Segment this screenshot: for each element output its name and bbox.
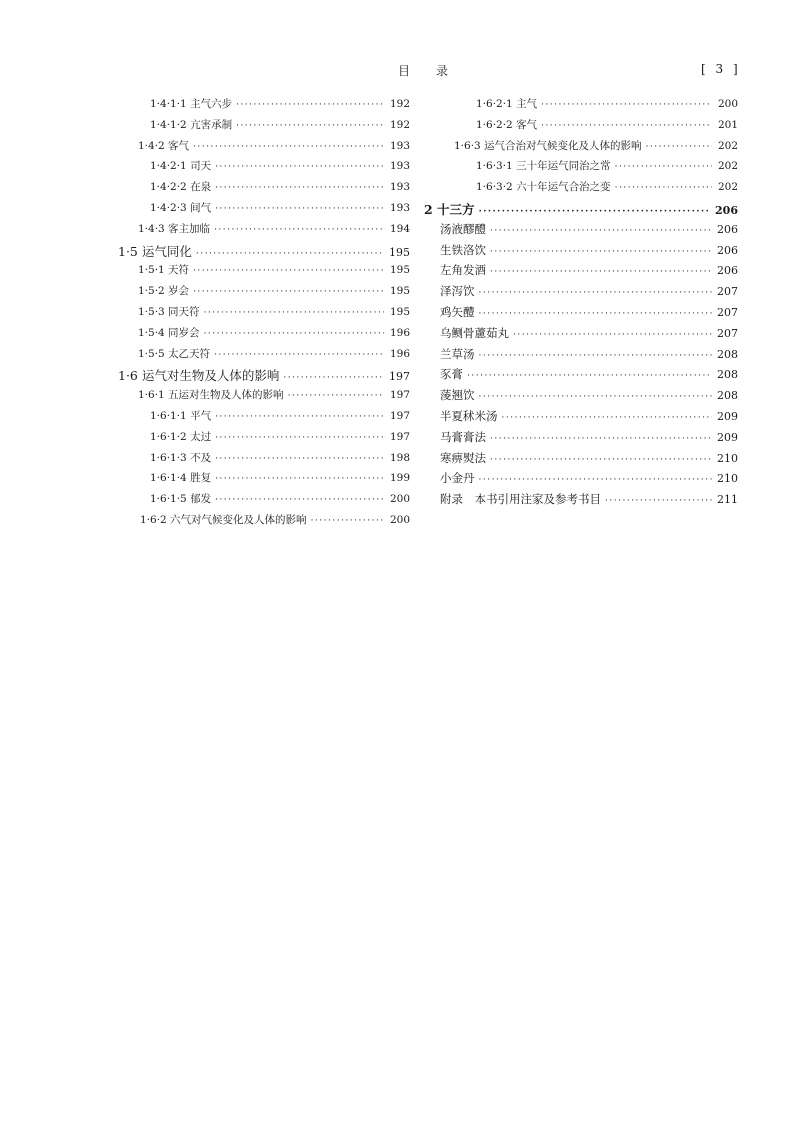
toc-entry[interactable]: 2 十三方 ····· 206 xyxy=(424,200,738,221)
toc-entry[interactable]: 1·6·1·3 不及 ····· 198 xyxy=(118,450,410,471)
toc-entry[interactable]: 左角发酒 ····· 206 xyxy=(424,262,738,283)
toc-entry[interactable]: 1·6·1·2 太过 ····· 197 xyxy=(118,429,410,450)
leader-dots xyxy=(479,309,713,319)
leader-dots xyxy=(193,142,384,152)
leader-dots xyxy=(541,121,712,131)
toc-entry[interactable]: 1·4·3 客主加临 ····· 194 xyxy=(118,221,410,242)
toc-entry[interactable]: 1·6 运气对生物及人体的影响 ····· 197 xyxy=(118,366,410,387)
leader-dots xyxy=(615,162,712,172)
leader-dots xyxy=(215,433,384,443)
toc-entry[interactable]: 泽泻饮 ····· 207 xyxy=(424,283,738,304)
toc-entry[interactable]: 小金丹 ····· 210 xyxy=(424,470,738,491)
leader-dots xyxy=(479,351,713,361)
leader-dots xyxy=(490,226,712,236)
leader-dots xyxy=(215,495,384,505)
leader-dots xyxy=(541,100,712,110)
toc-entry[interactable]: 1·6·1·5 郁发 ····· 200 xyxy=(118,491,410,512)
toc-entry[interactable]: 汤液醪醴 ····· 206 xyxy=(424,221,738,242)
toc-entry[interactable]: 1·6·1 五运对生物及人体的影响 ····· 197 xyxy=(118,387,410,408)
leader-dots xyxy=(215,412,384,422)
leader-dots xyxy=(467,371,712,381)
title-char-2: 录 xyxy=(436,64,449,78)
toc-entry[interactable]: 豕膏 ····· 208 xyxy=(424,366,738,387)
toc-entry[interactable]: 1·5 运气同化 ····· 195 xyxy=(118,242,410,263)
leader-dots xyxy=(513,330,712,340)
toc-entry[interactable]: 半夏秫米汤 ····· 209 xyxy=(424,408,738,429)
toc-entry[interactable]: 附录 本书引用注家及参考书目 ····· 211 xyxy=(424,491,738,512)
toc-entry[interactable]: 1·5·1 天符 ····· 195 xyxy=(118,262,410,283)
leader-dots xyxy=(605,496,712,506)
leader-dots xyxy=(193,287,384,297)
leader-dots xyxy=(615,183,712,193)
leader-dots xyxy=(215,183,384,193)
toc-left-column xyxy=(118,96,410,533)
leader-dots xyxy=(490,455,712,465)
toc-entry[interactable]: 1·4·2·1 司天 ····· 193 xyxy=(118,158,410,179)
leader-dots xyxy=(479,207,711,217)
leader-dots xyxy=(479,288,713,298)
leader-dots xyxy=(288,391,384,401)
toc-entry[interactable]: 1·6·2·2 客气 ····· 201 xyxy=(424,117,738,138)
page-number: [ 3 ] xyxy=(701,62,741,76)
leader-dots xyxy=(214,225,384,235)
toc-entry[interactable]: 1·6·3·2 六十年运气合治之变 ····· 202 xyxy=(424,179,738,200)
leader-dots xyxy=(214,350,384,360)
leader-dots xyxy=(479,475,713,485)
leader-dots xyxy=(502,413,713,423)
toc-entry[interactable]: 1·6·3 运气合治对气候变化及人体的影响 ····· 202 xyxy=(424,138,738,159)
toc-entry[interactable]: 1·5·2 岁会 ····· 195 xyxy=(118,283,410,304)
leader-dots xyxy=(646,142,712,152)
toc-entry[interactable]: 1·6·3·1 三十年运气同治之常 ····· 202 xyxy=(424,158,738,179)
toc-entry[interactable]: 1·6·1·4 胜复 ····· 199 xyxy=(118,470,410,491)
toc-entry[interactable]: 1·5·4 同岁会 ····· 196 xyxy=(118,325,410,346)
toc-entry[interactable]: 1·6·2·1 主气 ····· 200 xyxy=(424,96,738,117)
toc-entry[interactable]: 寒痹熨法 ····· 210 xyxy=(424,450,738,471)
leader-dots xyxy=(311,516,384,526)
toc-entry[interactable]: 蔆翘饮 ····· 208 xyxy=(424,387,738,408)
leader-dots xyxy=(236,121,384,131)
toc-entry[interactable]: 乌鲗骨藘茹丸 ····· 207 xyxy=(424,325,738,346)
leader-dots xyxy=(490,267,712,277)
toc-entry[interactable]: 生铁洛饮 ····· 206 xyxy=(424,242,738,263)
leader-dots xyxy=(204,329,384,339)
toc-right-column xyxy=(424,96,738,512)
leader-dots xyxy=(236,100,384,110)
leader-dots xyxy=(283,373,384,383)
leader-dots xyxy=(490,434,712,444)
toc-entry[interactable]: 鸡矢醴 ····· 207 xyxy=(424,304,738,325)
leader-dots xyxy=(196,249,384,259)
toc-entry[interactable]: 1·4·1·2 亢害承制 ····· 192 xyxy=(118,117,410,138)
toc-entry[interactable]: 1·6·1·1 平气 ····· 197 xyxy=(118,408,410,429)
title-char-1: 目 xyxy=(398,64,411,78)
toc-entry[interactable]: 马膏膏法 ····· 209 xyxy=(424,429,738,450)
leader-dots xyxy=(479,392,713,402)
toc-entry[interactable]: 1·4·2·3 间气 ····· 193 xyxy=(118,200,410,221)
leader-dots xyxy=(204,308,384,318)
toc-entry[interactable]: 1·4·2 客气 ····· 193 xyxy=(118,138,410,159)
page-title xyxy=(398,62,448,79)
leader-dots xyxy=(490,247,712,257)
toc-entry[interactable]: 1·6·2 六气对气候变化及人体的影响 ····· 200 xyxy=(118,512,410,533)
toc-entry[interactable]: 1·5·3 同天符 ····· 195 xyxy=(118,304,410,325)
leader-dots xyxy=(215,204,384,214)
toc-entry[interactable]: 1·4·2·2 在泉 ····· 193 xyxy=(118,179,410,200)
leader-dots xyxy=(193,266,384,276)
toc-entry[interactable]: 兰草汤 ····· 208 xyxy=(424,346,738,367)
leader-dots xyxy=(215,454,384,464)
leader-dots xyxy=(215,162,384,172)
toc-entry[interactable]: 1·4·1·1 主气六步 ····· 192 xyxy=(118,96,410,117)
leader-dots xyxy=(215,474,384,484)
toc-entry[interactable]: 1·5·5 太乙天符 ····· 196 xyxy=(118,346,410,367)
